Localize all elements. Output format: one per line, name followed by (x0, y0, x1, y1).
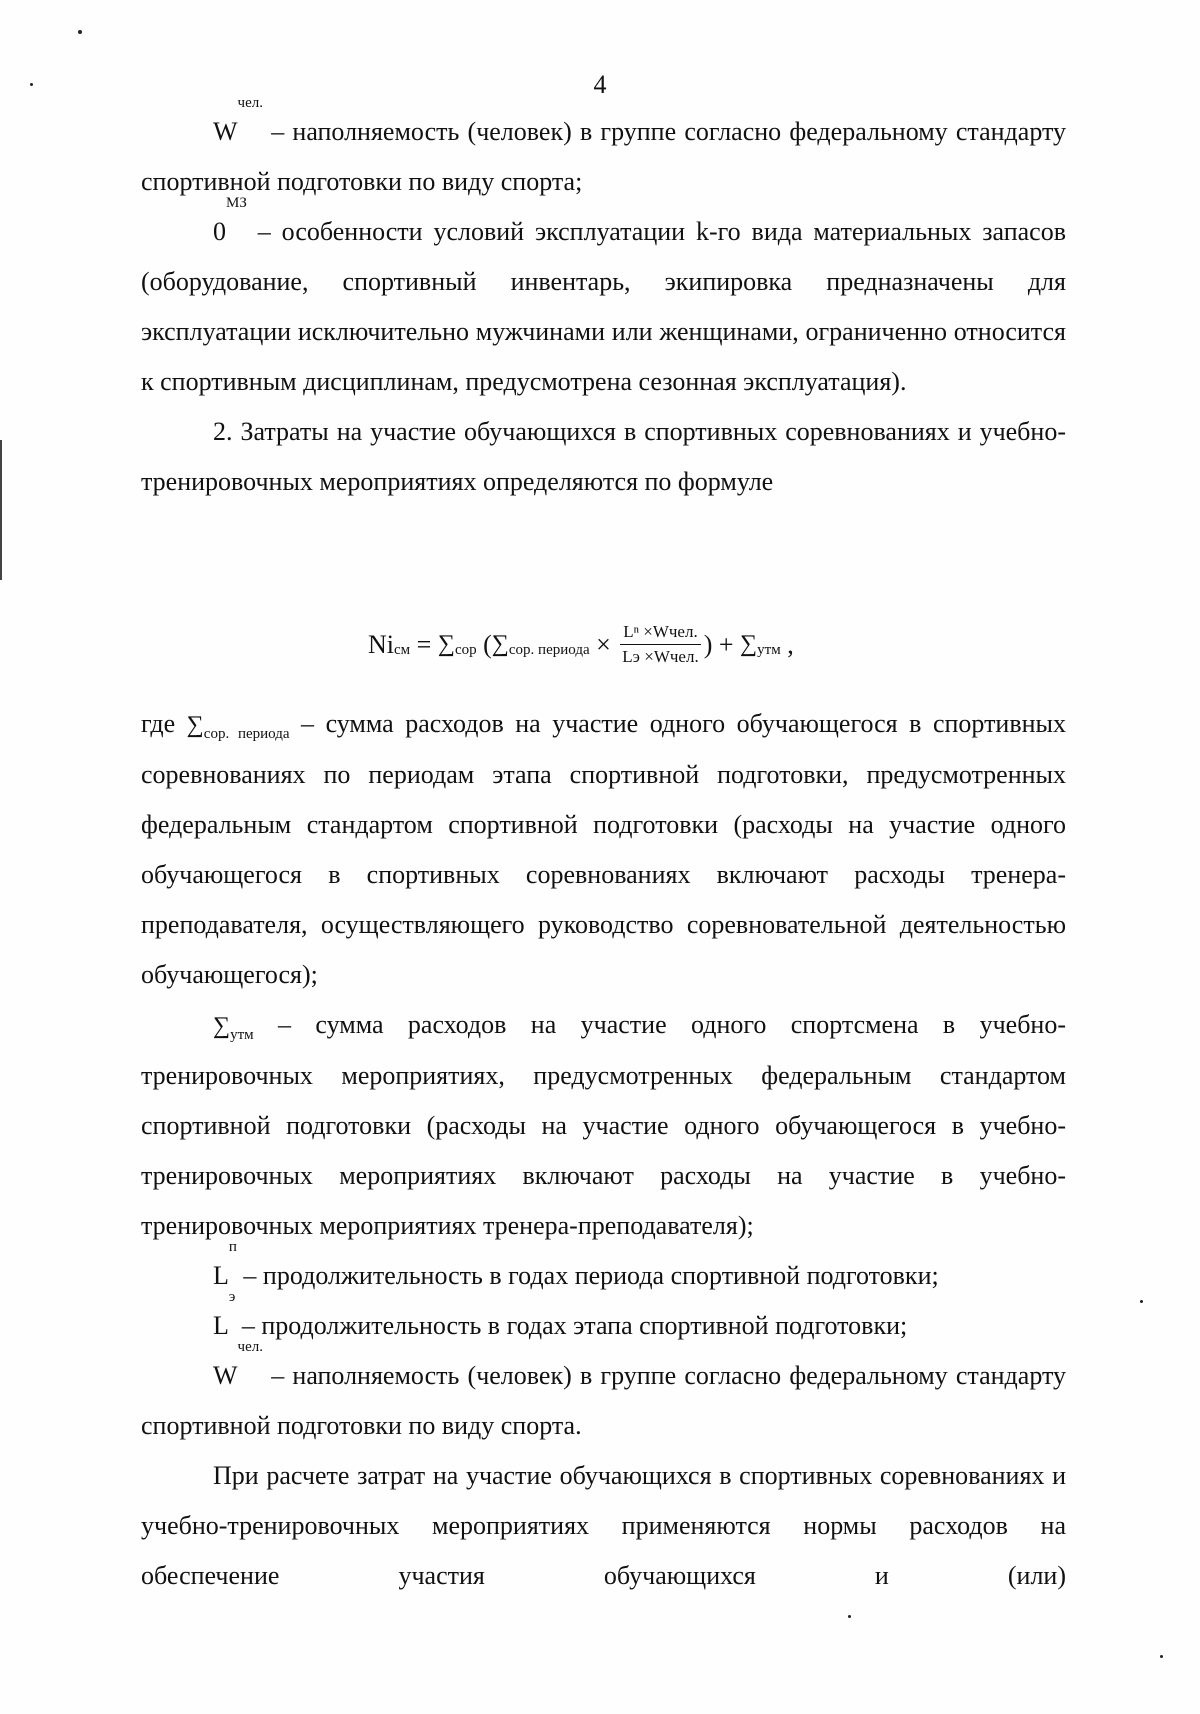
formula-lhs-sub: см (394, 642, 411, 658)
paragraph-text: – продолжительность в годах периода спортивной подготовки; (236, 1261, 939, 1290)
formula-lhs: Ni (368, 629, 394, 659)
fraction-numerator: Lⁿ ×Wчел. (620, 621, 700, 645)
formula-open-paren: ( (476, 629, 492, 659)
symbol-l: L (213, 1261, 229, 1290)
scan-dot (30, 83, 33, 86)
formula-row (368, 621, 794, 668)
paragraph-omz-definition (141, 195, 1066, 407)
sigma-icon: ∑ (437, 631, 455, 657)
formula-sum3-sub: утм (757, 642, 781, 658)
paragraph-text: 2. Затраты на участие обучающихся в спортивных соревнованиях и учебно-тренировочных мероприятиях определяются по формуле (141, 417, 1066, 496)
superscript-e: э (228, 1289, 236, 1305)
formula-close-paren: ) (703, 629, 713, 659)
paragraph-text: – сумма расходов на участие одного обучающегося в спортивных соревнованиях по периодам этапа спортивной подготовки, предусмотренных федеральным стандартом спортивной подготовки (расходы на участие одного обучающегося в спортивных соревнованиях включают расходы тренера-преподавателя, осуществляющего руководство соревновательной деятельностью обучающегося); (141, 709, 1066, 989)
paragraph-w-definition-2 (141, 1339, 1066, 1451)
paragraph-sum-sor-definition (141, 699, 1066, 1000)
formula-sum2-sub: сор. периода (508, 642, 590, 658)
formula-comma: , (780, 629, 794, 659)
symbol-l: L (213, 1311, 229, 1340)
formula-sum1-sub: сор (454, 642, 477, 658)
paragraph-text: – сумма расходов на участие одного спортсмена в учебно-тренировочных мероприятиях, предусмотренных федеральным стандартом спортивной подготовки (расходы на участие одного обучающегося в учебно-тренировочных мероприятиях включают расходы на участие в учебно-тренировочных мероприятиях тренера-преподавателя); (141, 1010, 1066, 1240)
formula-plus: + (712, 629, 741, 659)
subscript-utm: утм (230, 1027, 254, 1043)
subscript-sor-perioda: сор. периода (203, 726, 290, 742)
paragraph-text: При расчете затрат на участие обучающихся в спортивных соревнованиях и учебно-тренировочных мероприятиях применяются нормы расходов на обеспечение участия обучающихся и (или) (141, 1461, 1066, 1590)
formula-times: × (589, 629, 618, 659)
sigma-icon: ∑ (213, 1013, 231, 1039)
superscript-mz: МЗ (226, 195, 247, 211)
fraction-denominator: Lэ ×Wчел. (622, 647, 699, 666)
paragraph-text: – особенности условий эксплуатации k-го вида материальных запасов (оборудование, спортивный инвентарь, экипировка предназначены для эксплуатации исключительно мужчинами или женщинами, ограниченно относится к спортивным дисциплинам, предусмотрена сезонная эксплуатация). (141, 217, 1066, 396)
scan-dot (848, 1615, 851, 1618)
sigma-icon: ∑ (740, 631, 758, 657)
paragraph-norms (141, 1451, 1066, 1601)
paragraph-text: – наполняемость (человек) в группе согласно федеральному стандарту спортивной подготовки по виду спорта; (141, 117, 1066, 196)
paragraph-lp-definition (141, 1239, 1066, 1301)
formula-fraction (619, 621, 701, 668)
sigma-icon: ∑ (491, 631, 509, 657)
paragraph-section-2 (141, 407, 1066, 507)
symbol-w: W (213, 117, 238, 146)
scan-dot (78, 30, 82, 34)
paragraph-lead: где (141, 709, 187, 738)
text-block-top (141, 95, 1066, 507)
formula-equals: = (410, 629, 438, 659)
paragraph-sum-utm-definition (141, 1000, 1066, 1251)
scan-dot (1160, 1655, 1163, 1658)
paragraph-text: – продолжительность в годах этапа спортивной подготовки; (235, 1311, 908, 1340)
text-block-bottom (141, 699, 1066, 1601)
scan-dot (1140, 1300, 1143, 1303)
paragraph-le-definition (141, 1289, 1066, 1351)
formula (0, 603, 1200, 683)
paragraph-w-definition (141, 95, 1066, 207)
superscript-p: п (228, 1239, 237, 1255)
superscript-chel: чел. (237, 95, 263, 111)
scan-edge-line (0, 440, 2, 580)
superscript-chel: чел. (237, 1339, 263, 1355)
sigma-icon: ∑ (186, 712, 204, 738)
page-number: 4 (593, 70, 607, 99)
symbol-w: W (213, 1361, 238, 1390)
paragraph-text: – наполняемость (человек) в группе согласно федеральному стандарту спортивной подготовки по виду спорта. (141, 1361, 1066, 1440)
symbol-o: 0 (213, 217, 226, 246)
